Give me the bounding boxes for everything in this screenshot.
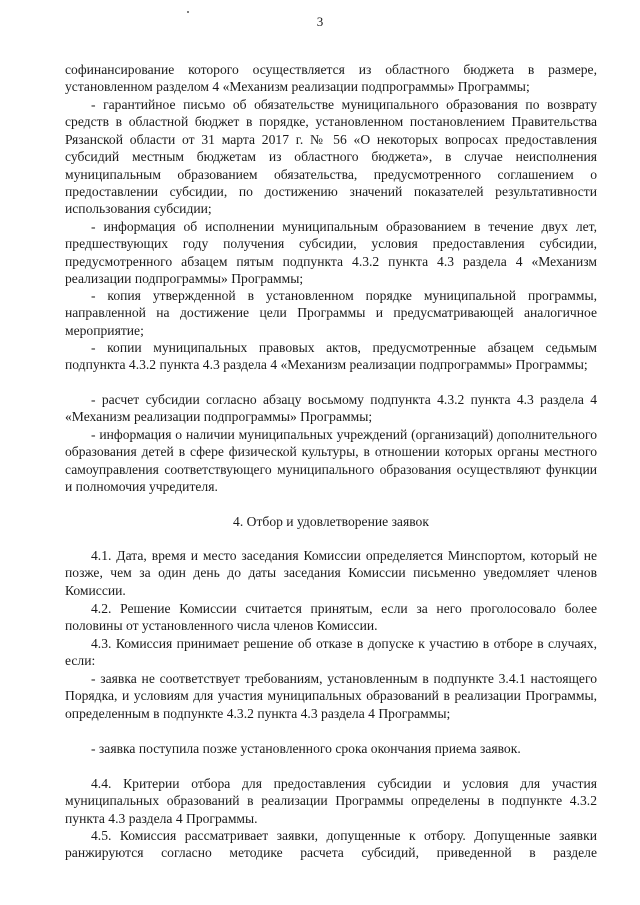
- list-item-execution-info: - информация об исполнении муниципальным образованием в течение двух лет, предшествующих году получения субсидии, условия предоставления субсидии, предусмотренного абзацем пятым подпункта 4.3.2 пункта 4.3 раздела 4 «Механизм реализации подпрограммы» Программы;: [65, 219, 597, 287]
- paragraph-4-3-case-2: - заявка поступила позже установленного срока окончания приема заявок.: [91, 741, 521, 756]
- page-number: 3: [316, 14, 324, 29]
- paragraph-4-3: 4.3. Комиссия принимает решение об отказе в допуске к участию в отборе в случаях, если:: [65, 636, 597, 669]
- list-item-program-copy: - копия утвержденной в установленном порядке муниципальной программы, направленной на достижение цели Программы и предусматривающей аналогичное мероприятие;: [65, 288, 597, 338]
- paragraph-4-4: 4.4. Критерии отбора для предоставления субсидии и условия для участия муниципальных образований в реализации Программы определены в подпункте 4.3.2 пункта 4.3 раздела 4 Программы.: [65, 776, 597, 826]
- list-item-subsidy-calculation: - расчет субсидии согласно абзацу восьмому подпункта 4.3.2 пункта 4.3 раздела 4 «Механизм реализации подпрограммы» Программы;: [65, 392, 597, 425]
- intro-line-2: установленном разделом 4 «Механизм реализации подпрограммы» Программы;: [65, 79, 530, 94]
- list-item-legal-acts: - копии муниципальных правовых актов, предусмотренные абзацем седьмым подпункта 4.3.2 пункта 4.3 раздела 4 «Механизм реализации подпрограммы» Программы;: [65, 340, 597, 373]
- paragraph-4-3-case-1: - заявка не соответствует требованиям, установленным в подпункте 3.4.1 настоящего Порядка, и условиям для участия муниципальных образований в реализации Программы, определенным в подпункте 4.3.2 пункта 4.3 раздела 4 Программы;: [65, 671, 597, 721]
- section-heading: 4. Отбор и удовлетворение заявок: [233, 514, 429, 529]
- list-item-guarantee-letter: - гарантийное письмо об обязательстве муниципального образования по возврату средств в областной бюджет в порядке, установленном постановлением Правительства Рязанской области от 31 марта 2017 г. № 56 «О некоторых вопросах предоставления субсидий местным бюджетам из областного бюджета», в случае неисполнения муниципальным образованием обязательства, предусмотренного соглашением о предоставлении субсидии, по достижению значений показателей результативности использования субсидии;: [65, 97, 597, 217]
- scan-speck: [187, 11, 189, 13]
- paragraph-4-5: 4.5. Комиссия рассматривает заявки, допущенные к отбору. Допущенные заявки ранжируются согласно методике расчета субсидий, приведенной в разделе: [65, 828, 597, 861]
- intro-line-1: софинансирование которого осуществляется из областного бюджета в размере,: [65, 62, 597, 77]
- list-item-institutions-info: - информация о наличии муниципальных учреждений (организаций) дополнительного образования детей в сфере физической культуры, в отношении которых органы местного самоуправления соответствующего муниципального образования осуществляют функции и полномочия учредителя.: [65, 427, 597, 495]
- paragraph-4-2: 4.2. Решение Комиссии считается принятым, если за него проголосовало более половины от установленного числа членов Комиссии.: [65, 601, 597, 634]
- paragraph-4-1: 4.1. Дата, время и место заседания Комиссии определяется Минспортом, который не позже, чем за один день до даты заседания Комиссии письменно уведомляет членов Комиссии.: [65, 548, 597, 598]
